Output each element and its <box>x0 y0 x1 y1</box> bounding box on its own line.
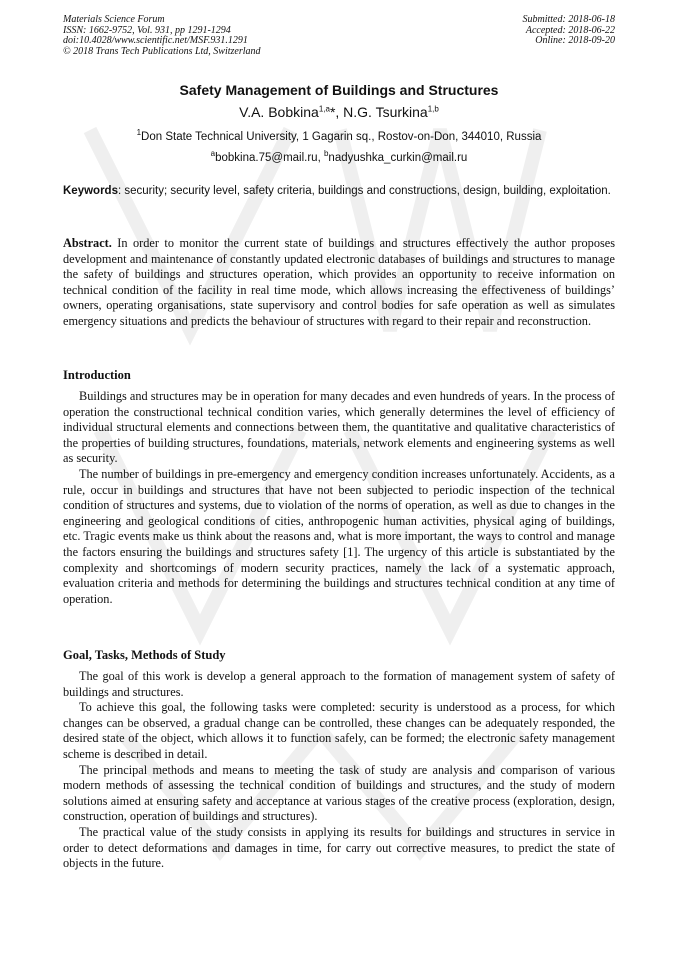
section-heading-introduction: Introduction <box>63 368 131 382</box>
author-separator: , <box>335 104 344 120</box>
author-1-name: V.A. Bobkina <box>239 104 319 120</box>
author-1-affil-sup: 1,a <box>318 104 330 114</box>
email-b[interactable]: nadyushka_curkin@mail.ru <box>328 152 468 164</box>
paragraph: The principal methods and means to meeting the task of study are analysis and comparison of various modern methods of assessing the technical condition of buildings and structures, and the study of modern solutions aimed at ensuring safety and acceptance at various stages of the creative process (exploration, design, construction, operation of buildings and structures). <box>63 762 615 824</box>
paragraph: The number of buildings in pre-emergency and emergency condition increases unfortunately. Accidents, as a rule, occur in buildings and structures that have not been subjected to periodic inspection of the technical condition of structures and systems, due to violation of the norms of operation, as well as due to changes in the engineering and geological conditions of cities, anthropogenic human activities, physical aging of buildings, etc. Tragic events make us think about the reasons and, what is more important, the ways to control and manage the factors ensuring the buildings and structures safety [1]. The urgency of this article is substantiated by the complexity and shortcomings of modern security practices, namely the lack of a systematic approach, evaluation criteria and methods for determining the buildings and structures technical condition at any time of operation. <box>63 466 615 606</box>
accepted-date: Accepted: 2018-06-22 <box>525 24 615 36</box>
paragraph: To achieve this goal, the following tasks were completed: security is understood as a process, for which changes can be observed, a gradual change can be controlled, these changes can be adequately responded, the desired state of the object, which allows it to function safely, can be formed; the electronic safety management scheme is described in detail. <box>63 700 615 761</box>
paragraph: Buildings and structures may be in operation for many decades and even hundreds of years. In the process of operation the constructional technical condition varies, which generally determines the level of efficiency of individual structural elements and connections between them, the quantitative and qualitative characteristics of the properties of building structures, foundations, materials, network elements and engineering systems as well as security. <box>63 389 615 466</box>
goal-section <box>63 669 615 872</box>
email-separator: , <box>317 152 324 164</box>
author-emails <box>0 149 678 164</box>
paper-title: Safety Management of Buildings and Structures <box>179 82 499 98</box>
author-2-name: N.G. Tsurkina <box>343 104 428 120</box>
keywords-text: : security; security level, safety criteria, buildings and constructions, design, building, exploitation. <box>117 185 611 197</box>
journal-issn: ISSN: 1662-9752, Vol. 931, pp 1291-1294 <box>63 24 231 36</box>
paragraph: The practical value of the study consists in applying its results for buildings and structures in service in order to detect deformations and damages in time, for carry out corrective measures, to predict the state of objects in the future. <box>63 824 615 871</box>
corresponding-star: * <box>329 104 336 120</box>
abstract-label: Abstract. <box>63 236 112 250</box>
affiliation <box>0 128 678 143</box>
email-a-sup: a <box>210 149 216 159</box>
journal-copyright: © 2018 Trans Tech Publications Ltd, Switzerland <box>63 45 261 57</box>
journal-info <box>63 15 261 57</box>
section-heading-goal: Goal, Tasks, Methods of Study <box>63 648 226 662</box>
affiliation-sup: 1 <box>136 128 142 138</box>
journal-doi: doi:10.4028/www.scientific.net/MSF.931.1291 <box>63 35 248 46</box>
author-2-affil-sup: 1,b <box>427 104 439 114</box>
paragraph: The goal of this work is develop a general approach to the formation of management system of safety of buildings and structures. <box>63 669 615 699</box>
keywords-label: Keywords <box>63 185 118 197</box>
affiliation-text: Don State Technical University, 1 Gagarin sq., Rostov-on-Don, 344010, Russia <box>141 131 542 143</box>
email-b-sup: b <box>323 149 329 159</box>
online-date: Online: 2018-09-20 <box>535 35 615 46</box>
author-line <box>0 104 678 120</box>
abstract-text: In order to monitor the current state of buildings and structures effectively the author proposes development and maintenance of constantly updated electronic databases of buildings and structures to manage the safety of buildings and structures operation, which provides an opportunity to receive information on technical condition of the facility in real time mode, which allows increasing the effectiveness of buildings’ owners, operating organisations, state supervisory and control bodies for safe operation as well as simulates emergency situations and predicts the behaviour of structures with regard to their repair and reconstruction. <box>63 236 615 328</box>
abstract <box>63 236 615 330</box>
introduction-section <box>63 389 615 607</box>
keywords <box>63 184 615 199</box>
submitted-date: Submitted: 2018-06-18 <box>522 14 615 25</box>
publication-dates <box>523 15 616 47</box>
journal-name: Materials Science Forum <box>63 14 165 25</box>
email-a[interactable]: bobkina.75@mail.ru <box>215 152 318 164</box>
